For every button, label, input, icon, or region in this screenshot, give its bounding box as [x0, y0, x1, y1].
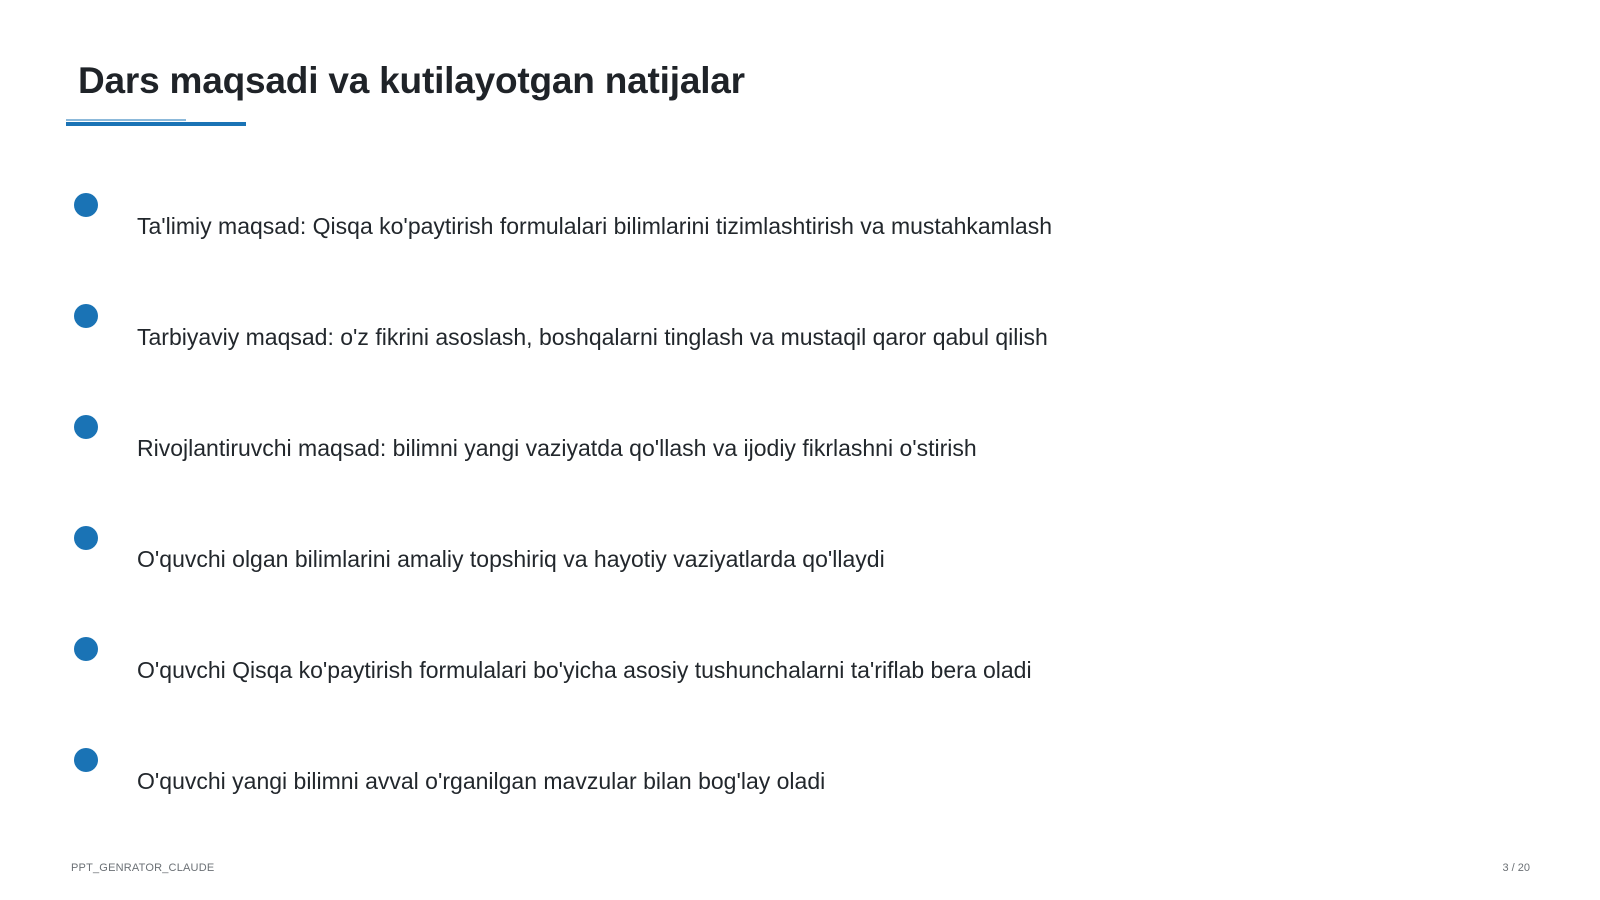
list-item-text: O'quvchi olgan bilimlarini amaliy topshiriq va hayotiy vaziyatlarda qo'llaydi	[137, 546, 885, 572]
list-item	[0, 415, 1600, 475]
list-item	[0, 748, 1600, 808]
list-item-text: Ta'limiy maqsad: Qisqa ko'paytirish formulalari bilimlarini tizimlashtirish va mustahkamlash	[137, 213, 1053, 239]
bullet-dot-icon	[74, 526, 98, 550]
bullet-dot-icon	[74, 748, 98, 772]
list-item	[0, 193, 1600, 253]
slide-title: Dars maqsadi va kutilayotgan natijalar	[78, 60, 745, 101]
bullet-dot-icon	[74, 637, 98, 661]
bullet-dot-icon	[74, 415, 98, 439]
list-item-text: O'quvchi Qisqa ko'paytirish formulalari bo'yicha asosiy tushunchalarni ta'riflab bera oladi	[137, 657, 1032, 683]
list-item	[0, 304, 1600, 364]
list-item-text: Rivojlantiruvchi maqsad: bilimni yangi vaziyatda qo'llash va ijodiy fikrlashni o'stirish	[137, 435, 977, 461]
list-item	[0, 637, 1600, 697]
list-item-text: Tarbiyaviy maqsad: o'z fikrini asoslash, boshqalarni tinglash va mustaqil qaror qabul qilish	[137, 324, 1048, 350]
list-item-text: O'quvchi yangi bilimni avval o'rganilgan mavzular bilan bog'lay oladi	[137, 768, 826, 794]
list-item	[0, 526, 1600, 586]
bullet-dot-icon	[74, 304, 98, 328]
footer-label: PPT_GENRATOR_CLAUDE	[71, 862, 215, 874]
bullet-dot-icon	[74, 193, 98, 217]
page-number: 3 / 20	[1502, 862, 1530, 874]
